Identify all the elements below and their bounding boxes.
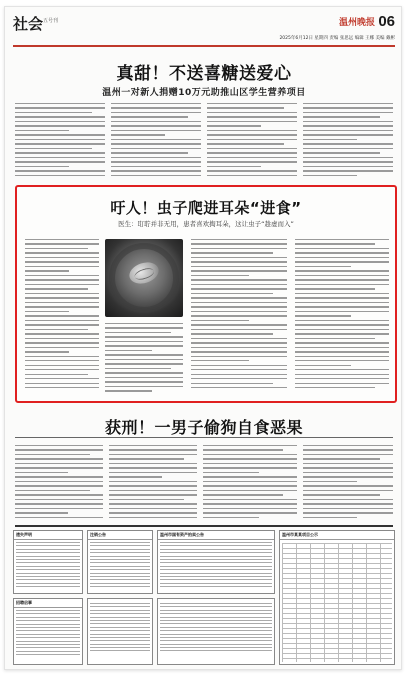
story1-deck: 温州一对新人捐赠10万元助推山区学生营养项目 [102, 88, 306, 98]
story2-headline: 获刑！一男子偷狗自食恶果 [104, 418, 303, 437]
ad-block[interactable] [87, 598, 153, 665]
story1-column-2 [111, 103, 201, 179]
section-title: 社会 [13, 15, 44, 33]
newspaper-page [4, 6, 402, 670]
story1-column-3 [207, 103, 297, 179]
story1-headline: 真甜！不送喜糖送爱心 [116, 64, 292, 84]
story1-column-4 [303, 103, 393, 179]
classified-ads-area [13, 530, 395, 665]
feature-deck: 医生：耵聍并非无用，患者喜欢掏耳朵，这让虫子“趁虚而入” [118, 220, 294, 228]
newspaper-brand: 温州晚报 [338, 18, 375, 28]
feature-headline: 吁人！虫子爬进耳朵“进食” [110, 199, 302, 217]
ad-title: 注销公告 [88, 531, 152, 540]
ad-block[interactable] [157, 530, 275, 594]
highlighted-feature-story[interactable] [15, 185, 397, 403]
ads-divider [15, 525, 393, 527]
feature-column-4 [295, 239, 389, 395]
story1-column-1 [15, 103, 105, 179]
section-subtitle: 五号刊 [43, 18, 59, 24]
feature-column-2-lower [105, 323, 183, 395]
ad-block[interactable] [13, 598, 83, 665]
ad-table-grid [282, 543, 392, 662]
story2-column-1 [15, 445, 103, 521]
ad-block[interactable] [87, 530, 153, 594]
story2-column-2 [109, 445, 197, 521]
date-line: 2025年6月12日 星期四 责编 张思远 编辑 王娜 美编 戴彬 [279, 36, 395, 41]
ad-title: 招聘启事 [14, 599, 82, 608]
feature-column-3 [191, 239, 287, 395]
ad-table-block[interactable] [279, 530, 395, 665]
story2-column-3 [203, 445, 297, 521]
ad-block[interactable] [13, 530, 83, 594]
earwax-insect-photo [105, 239, 183, 317]
ad-title: 温州市某某项目公示 [280, 531, 394, 540]
ad-title: 遗失声明 [14, 531, 82, 540]
story2-divider [15, 437, 393, 438]
page-masthead [13, 13, 395, 47]
ad-block[interactable] [157, 598, 275, 665]
ad-title: 温州市国有资产拍卖公告 [158, 531, 274, 540]
page-number: 06 [378, 13, 395, 30]
feature-column-1 [25, 239, 99, 395]
story2-column-4 [303, 445, 393, 521]
